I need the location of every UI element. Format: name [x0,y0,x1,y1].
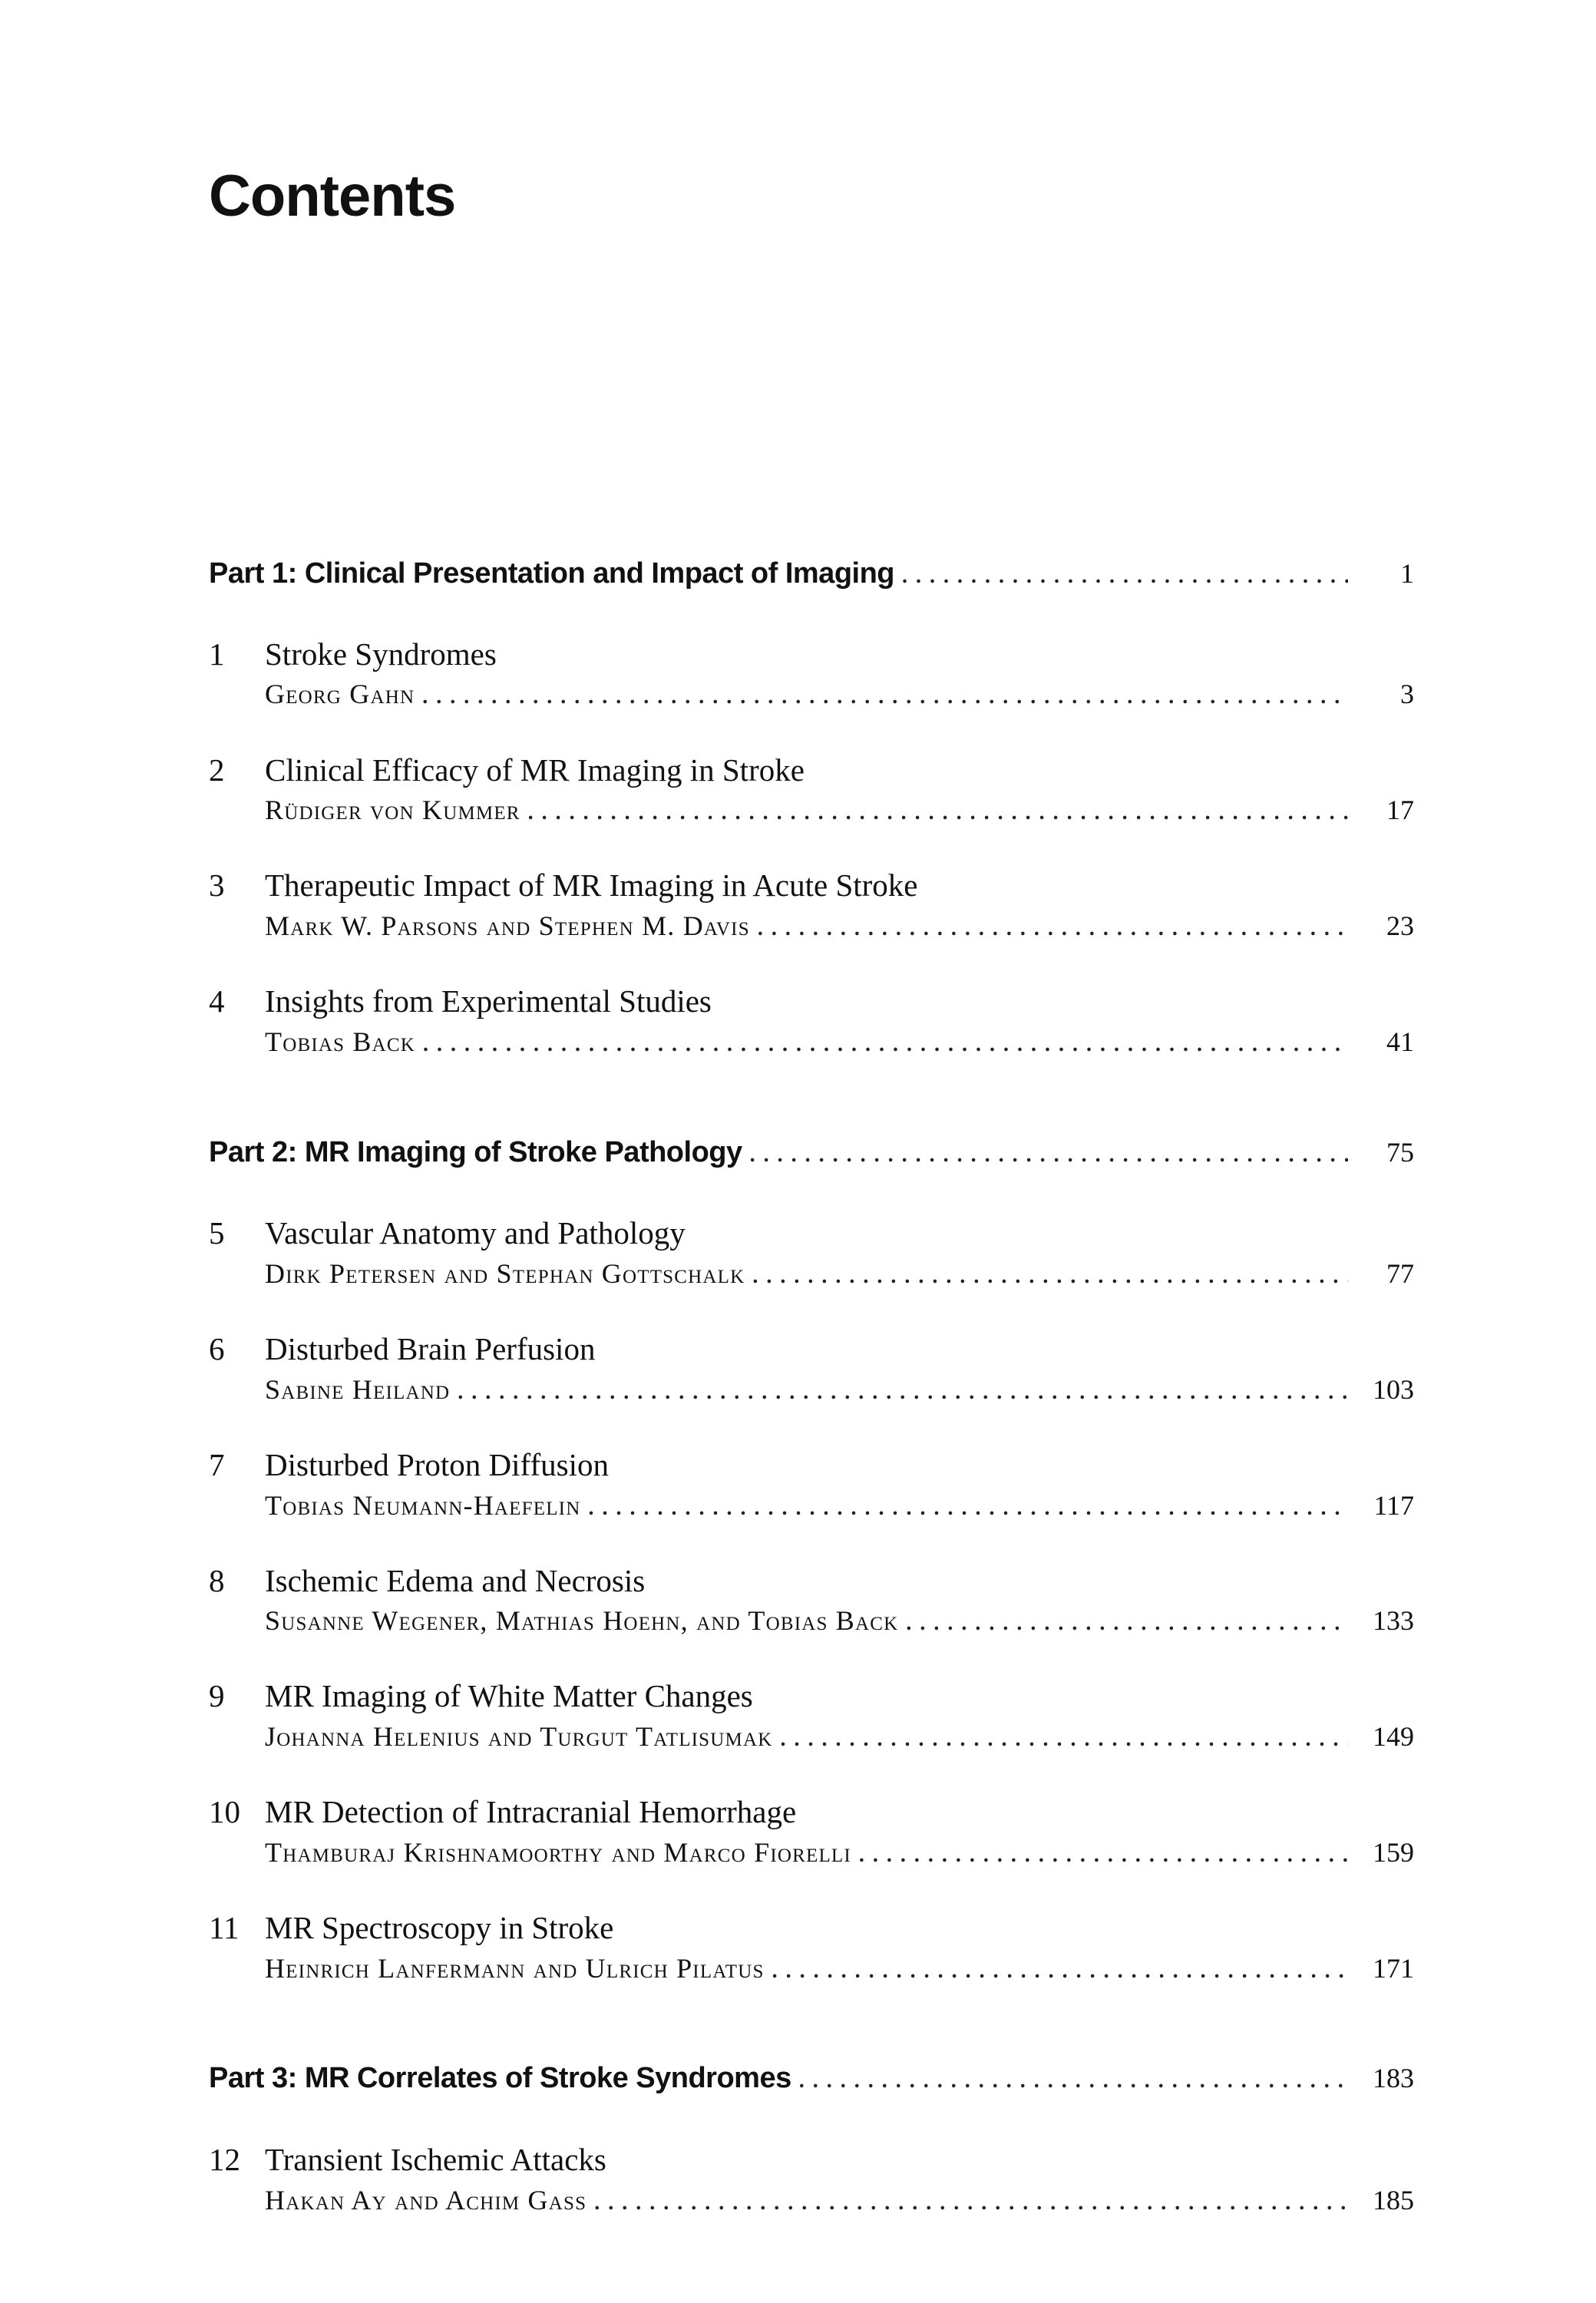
chapter-title-row[interactable] [209,2144,1414,2176]
chapter-title-row[interactable] [209,1796,1414,1828]
chapter-authors: Johanna Helenius and Turgut Tatlisumak [265,1721,773,1752]
chapter-title: MR Spectroscopy in Stroke [265,1910,614,1945]
page-number: 183 [1373,2063,1414,2093]
dot-leader [752,1266,1348,1287]
chapter-number: 4 [209,983,225,1019]
page-number: 77 [1386,1258,1414,1289]
page-number: 23 [1386,910,1414,941]
chapter-authors: Tobias Neumann-Haefelin [265,1490,581,1521]
part-entry[interactable] [209,2063,1414,2093]
dot-leader [906,1613,1348,1634]
dot-leader [859,1845,1348,1866]
chapter-author-row[interactable] [209,2186,1414,2214]
chapter-author-row[interactable] [209,912,1414,940]
chapter-author-row[interactable] [209,1839,1414,1866]
chapter-author-row[interactable] [209,1028,1414,1056]
chapter-authors: Hakan Ay and Achim Gass [265,2185,587,2215]
page-number: 41 [1386,1026,1414,1057]
chapter-title: Clinical Efficacy of MR Imaging in Stroke [265,752,805,788]
chapter-authors: Georg Gahn [265,679,415,709]
page-number: 117 [1373,1490,1414,1521]
part-label: Part 3: MR Correlates of Stroke Syndromes [209,2062,791,2094]
dot-leader [528,802,1348,824]
chapter-number: 5 [209,1215,225,1251]
chapter-author-row[interactable] [209,796,1414,824]
chapter-number: 12 [209,2142,240,2177]
chapter-number: 9 [209,1678,225,1713]
chapter-title: Vascular Anatomy and Pathology [265,1215,686,1251]
chapter-title: Therapeutic Impact of MR Imaging in Acute Stroke [265,867,918,903]
dot-leader [588,1498,1348,1519]
chapter-title-row[interactable] [209,636,1414,672]
page-number: 75 [1386,1137,1414,1168]
chapter-authors: Thamburaj Krishnamoorthy and Marco Fiorelli [265,1837,851,1868]
chapter-authors: Sabine Heiland [265,1374,451,1405]
chapter-number: 6 [209,1331,225,1366]
chapter-number: 2 [209,752,225,788]
chapter-number: 3 [209,867,225,903]
chapter-title: MR Detection of Intracranial Hemorrhage [265,1794,797,1829]
chapter-author-row[interactable] [209,1376,1414,1403]
page-number: 3 [1400,679,1414,709]
chapter-author-row[interactable] [209,1260,1414,1287]
chapter-number: 7 [209,1447,225,1482]
chapter-number: 10 [209,1794,240,1829]
page-number: 159 [1373,1837,1414,1868]
dot-leader [799,2070,1348,2092]
chapter-title-row[interactable] [209,983,1414,1019]
part-entry[interactable] [209,559,1414,588]
chapter-title: Transient Ischemic Attacks [265,2142,606,2177]
page-number: 103 [1373,1374,1414,1405]
chapter-number: 1 [209,636,225,672]
chapter-title-row[interactable] [209,867,1414,903]
page-number: 149 [1373,1721,1414,1752]
part-label: Part 1: Clinical Presentation and Impact of Imaging [209,557,895,590]
chapter-title-row[interactable] [209,1565,1414,1597]
chapter-title: Insights from Experimental Studies [265,983,712,1019]
chapter-title-row[interactable] [209,1912,1414,1944]
chapter-title: Disturbed Brain Perfusion [265,1331,596,1366]
chapter-number: 11 [209,1910,240,1945]
chapter-author-row[interactable] [209,1954,1414,1982]
chapter-author-row[interactable] [209,1723,1414,1750]
chapter-authors: Heinrich Lanfermann and Ulrich Pilatus [265,1953,765,1984]
dot-leader [750,1145,1348,1166]
dot-leader [423,1034,1348,1056]
chapter-authors: Susanne Wegener, Mathias Hoehn, and Tobias Back [265,1605,899,1636]
dot-leader [780,1729,1348,1750]
page-title: Contents [209,164,456,229]
chapter-authors: Mark W. Parsons and Stephen M. Davis [265,910,750,941]
chapter-number: 8 [209,1563,225,1598]
dot-leader [772,1961,1348,1982]
chapter-title-row[interactable] [209,752,1414,788]
dot-leader [594,2192,1348,2214]
chapter-title-row[interactable] [209,1449,1414,1481]
page-number: 133 [1373,1605,1414,1636]
chapter-title-row[interactable] [209,1215,1414,1251]
chapter-title-row[interactable] [209,1680,1414,1712]
chapter-author-row[interactable] [209,1492,1414,1519]
chapter-authors: Rüdiger von Kummer [265,795,520,825]
chapter-author-row[interactable] [209,1607,1414,1634]
page-number: 185 [1373,2185,1414,2215]
chapter-title: Ischemic Edema and Necrosis [265,1563,646,1598]
chapter-title: MR Imaging of White Matter Changes [265,1678,753,1713]
chapter-author-row[interactable] [209,680,1414,708]
dot-leader [422,686,1348,708]
part-label: Part 2: MR Imaging of Stroke Pathology [209,1136,742,1168]
page-number: 1 [1400,558,1414,589]
chapter-authors: Dirk Petersen and Stephan Gottschalk [265,1258,745,1289]
chapter-title: Stroke Syndromes [265,636,497,672]
dot-leader [902,566,1348,587]
dot-leader [758,918,1348,940]
page-number: 171 [1373,1953,1414,1984]
part-entry[interactable] [209,1138,1414,1167]
chapter-title-row[interactable] [209,1333,1414,1365]
chapter-authors: Tobias Back [265,1026,415,1057]
chapter-title: Disturbed Proton Diffusion [265,1447,609,1482]
page-number: 17 [1386,795,1414,825]
dot-leader [458,1382,1348,1403]
